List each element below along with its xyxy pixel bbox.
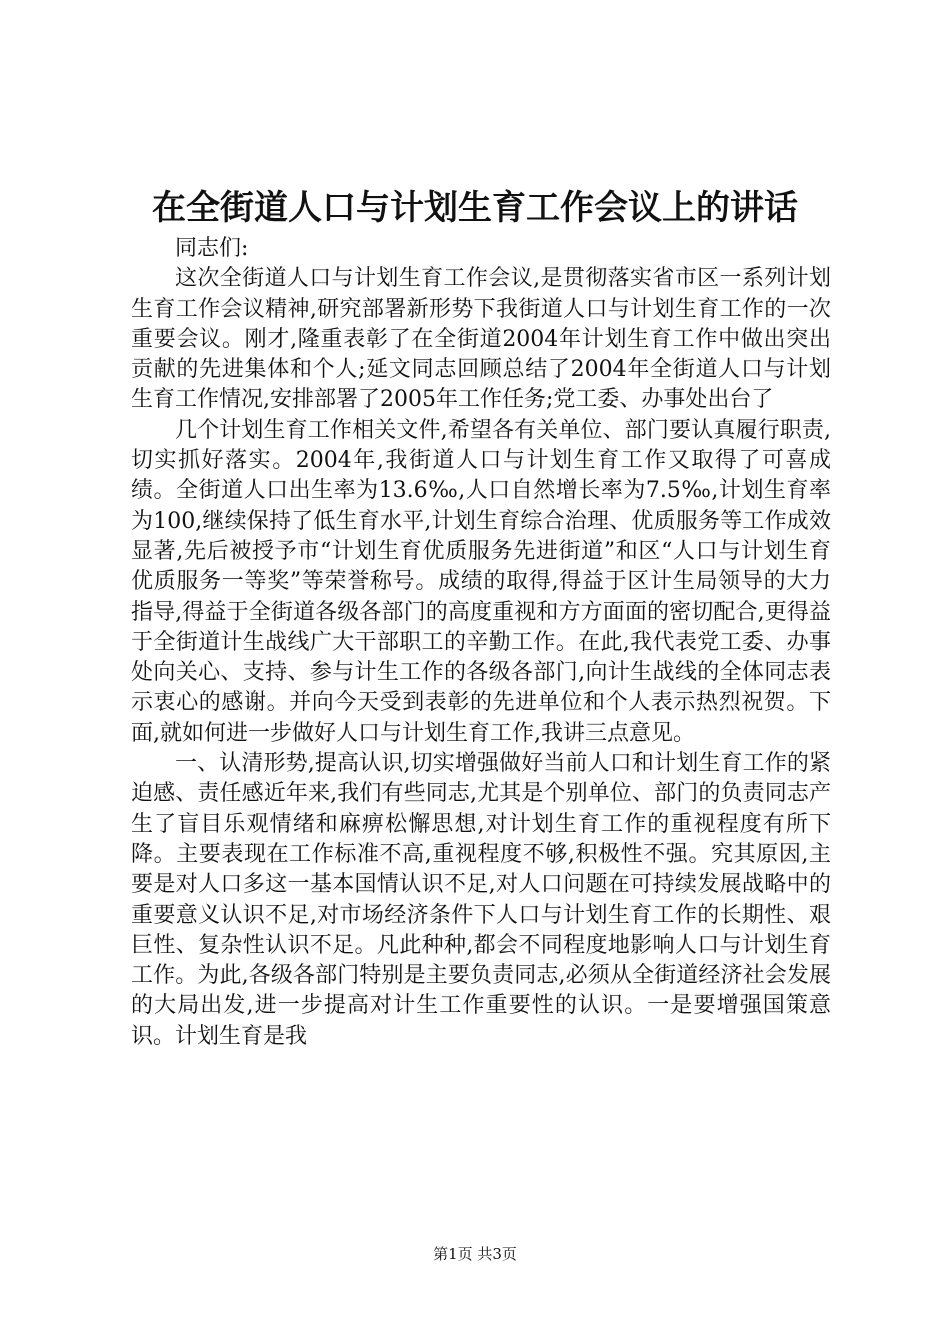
body-paragraph: 这次全街道人口与计划生育工作会议,是贯彻落实省市区一系列计划生育工作会议精神,研究部署新形势下我街道人口与计划生育工作的一次重要会议。刚才,隆重表彰了在全街道2004年计划生育工作中做出突出贡献的先进集体和个人;延文同志回顾总结了2004年全街道人口与计划生育工作情况,安排部署了2005年工作任务;党工委、办事处出台了: [131, 266, 831, 413]
document-title: 在全街道人口与计划生育工作会议上的讲话: [152, 188, 798, 228]
salutation-paragraph: 同志们:: [175, 236, 249, 261]
body-paragraph: 一、认清形势,提高认识,切实增强做好当前人口和计划生育工作的紧迫感、责任感近年来,我们有些同志,尤其是个别单位、部门的负责同志产生了盲目乐观情绪和麻痹松懈思想,对计划生育工作的重视程度有所下降。主要表现在工作标准不高,重视程度不够,积极性不强。究其原因,主要是对人口多这一基本国情认识不足,对人口问题在可持续发展战略中的重要意义认识不足,对市场经济条件下人口与计划生育工作的长期性、艰巨性、复杂性认识不足。凡此种种,都会不同程度地影响人口与计划生育工作。为此,各级各部门特别是主要负责同志,必须从全街道经济社会发展的大局出发,进一步提高对计生工作重要性的认识。一是要增强国策意识。计划生育是我: [131, 751, 831, 1049]
body-paragraph: 几个计划生育工作相关文件,希望各有关单位、部门要认真履行职责,切实抓好落实。2004年,我街道人口与计划生育工作又取得了可喜成绩。全街道人口出生率为13.6‰,人口自然增长率为7.5‰,计划生育率为100,继续保持了低生育水平,计划生育综合治理、优质服务等工作成效显著,先后被授予市“计划生育优质服务先进街道”和区“人口与计划生育优质服务一等奖”等荣誉称号。成绩的取得,得益于区计生局领导的大力指导,得益于全街道各级各部门的高度重视和方方面面的密切配合,更得益于全街道计生战线广大干部职工的辛勤工作。在此,我代表党工委、办事处向关心、支持、参与计生工作的各级各部门,向计生战线的全体同志表示衷心的感谢。并向今天受到表彰的先进单位和个人表示热烈祝贺。下面,就如何进一步做好人口与计划生育工作,我讲三点意见。: [131, 417, 831, 746]
document-body: [131, 234, 831, 1052]
page-footer: 第1页 共3页: [433, 1245, 517, 1263]
